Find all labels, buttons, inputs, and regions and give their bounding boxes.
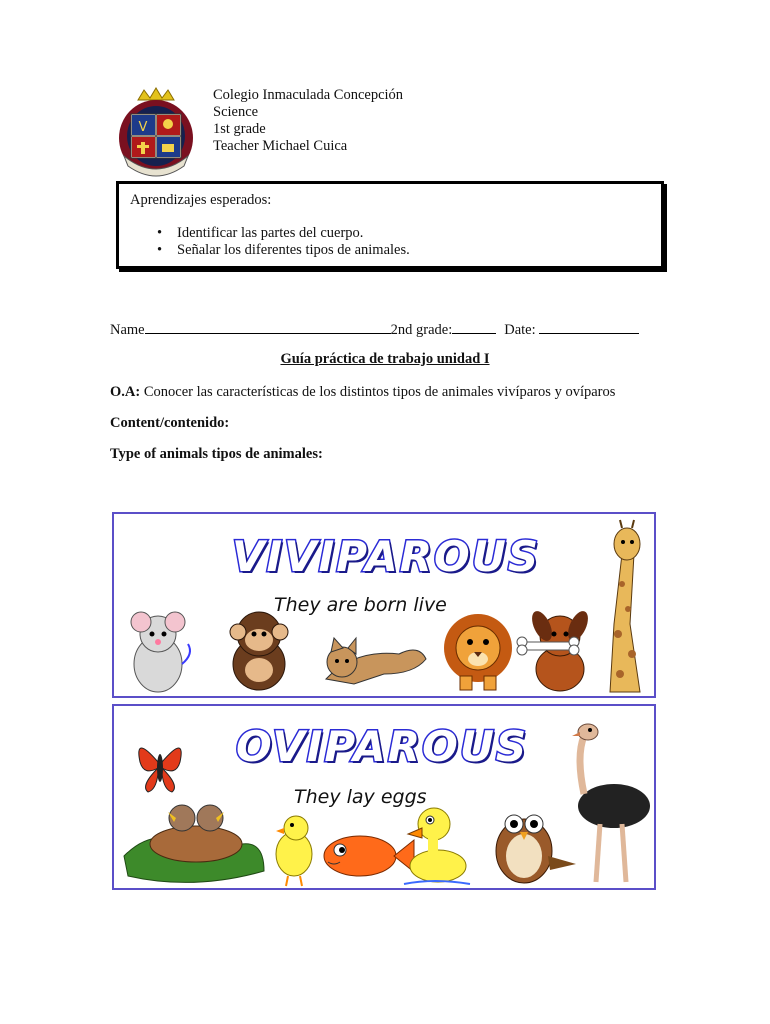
fish-icon: [324, 836, 414, 876]
name-label: Name: [110, 322, 145, 338]
oa-label: O.A:: [110, 384, 141, 400]
school-name: Colegio Inmaculada Concepción: [213, 87, 404, 103]
name-field[interactable]: [145, 320, 391, 334]
oviparous-subtitle: They lay eggs: [294, 786, 427, 808]
viviparous-subtitle: They are born live: [274, 594, 447, 616]
ostrich-icon: [572, 724, 650, 882]
monkey-icon: [230, 612, 288, 690]
bird-nest-icon: [124, 805, 264, 882]
svg-text:V: V: [138, 120, 148, 135]
student-info-line: [110, 320, 639, 339]
subject: Science: [213, 104, 259, 120]
date-label: Date:: [504, 322, 536, 338]
oa-text: Conocer las características de los distintos tipos de animales vivíparos y ovíparos: [140, 384, 616, 400]
learning-objective: [110, 384, 615, 401]
grade-field[interactable]: [452, 320, 496, 334]
content-heading: Content/contenido:: [110, 415, 230, 431]
teacher-name: Teacher Michael Cuica: [213, 138, 348, 154]
date-field[interactable]: [539, 320, 639, 334]
list-item: • Identificar las partes del cuerpo.: [157, 225, 410, 242]
chick-icon: [276, 816, 312, 886]
lion-icon: [444, 614, 512, 690]
list-item: • Señalar los diferentes tipos de animales.: [157, 242, 410, 259]
owl-icon: [496, 815, 576, 883]
school-crest-icon: [116, 86, 196, 182]
oviparous-banner: OVIPAROUS: [236, 722, 529, 771]
oviparous-panel: [112, 704, 656, 890]
objectives-box: [116, 181, 664, 269]
mouse-icon: [131, 612, 190, 692]
grade-level: 1st grade: [213, 121, 266, 137]
viviparous-banner: VIVIPAROUS: [232, 532, 541, 581]
school-info: [213, 87, 403, 155]
dog-icon: [517, 608, 592, 691]
types-heading: Type of animals tipos de animales:: [110, 446, 323, 462]
page-title: Guía práctica de trabajo unidad I: [280, 351, 490, 367]
objectives-title: Aprendizajes esperados:: [130, 192, 272, 208]
cat-icon: [326, 638, 426, 684]
viviparous-panel: [112, 512, 656, 698]
grade-label: 2nd grade:: [390, 322, 453, 338]
butterfly-icon: [139, 748, 181, 792]
objectives-list: [157, 225, 410, 259]
giraffe-icon: [610, 520, 640, 692]
